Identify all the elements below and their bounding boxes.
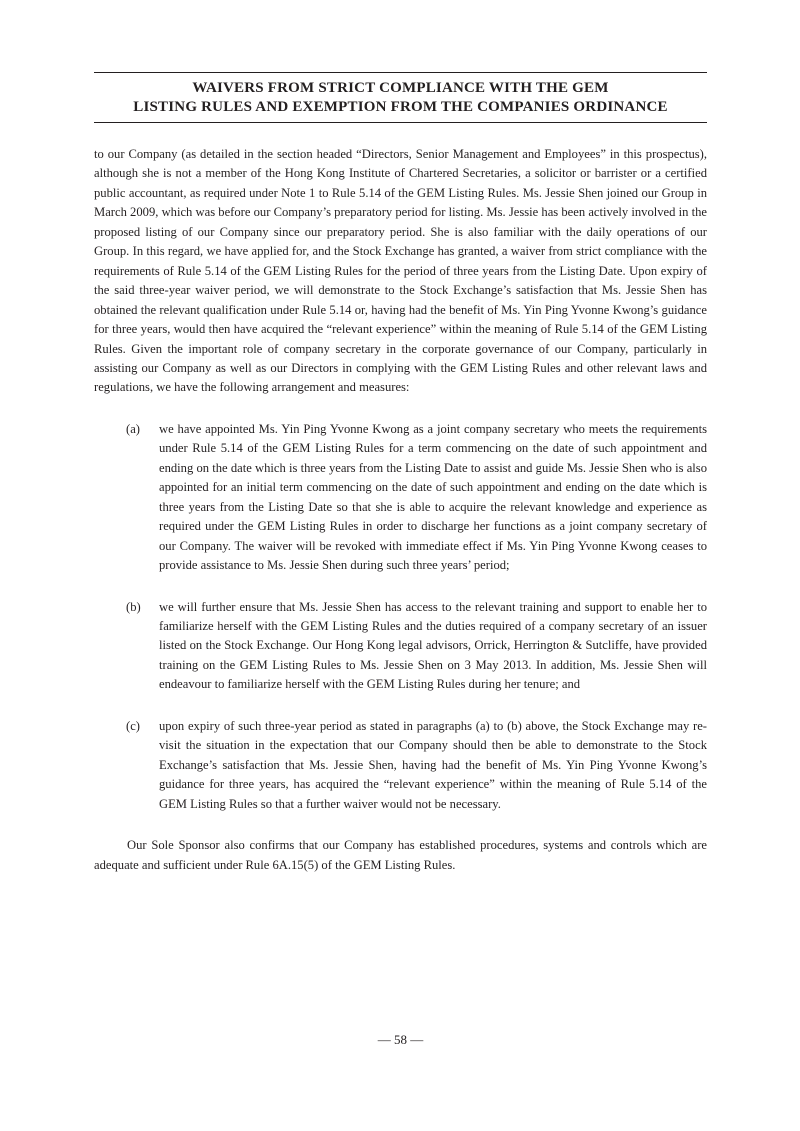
document-page: [94, 0, 707, 1131]
list-item-text: we will further ensure that Ms. Jessie Shen has access to the relevant training and support to enable her to familiarize herself with the GEM Listing Rules and the duties required of a company secretary of an issuer listed on the Stock Exchange. Our Hong Kong legal advisors, Orrick, Herrington & Sutcliffe, have provided training on the GEM Listing Rules to Ms. Jessie Shen on 3 May 2013. In addition, Ms. Jessie Shen will endeavour to familiarize herself with the GEM Listing Rules during her tenure; and: [159, 599, 707, 692]
header-top-rule: [94, 72, 707, 73]
list-item-label: (c): [126, 718, 140, 733]
list-item-label: (b): [126, 599, 141, 614]
list-item-label: (a): [126, 421, 140, 436]
page-number: — 58 —: [377, 1032, 424, 1047]
section-title-line-2: LISTING RULES AND EXEMPTION FROM THE COMPANIES ORDINANCE: [133, 99, 668, 115]
closing-paragraph: Our Sole Sponsor also confirms that our Company has established procedures, systems and controls which are adequate and sufficient under Rule 6A.15(5) of the GEM Listing Rules.: [94, 838, 707, 872]
section-header: [94, 79, 707, 117]
body-text: [94, 145, 707, 875]
list-item-text: we have appointed Ms. Yin Ping Yvonne Kwong as a joint company secretary who meets the requirements under Rule 5.14 of the GEM Listing Rules for a term commencing on the date of such appointment and ending on the date which is three years from the Listing Date to assist and guide Ms. Jessie Shen who is also appointed for an initial term commencing on the date of such appointment and ending on the date which is three years from the Listing Date so that she is able to acquire the relevant knowledge and experience as required under the GEM Listing Rules in order to discharge her functions as a joint company secretary of our Company. The waiver will be revoked with immediate effect if Ms. Yin Ping Yvonne Kwong ceases to provide assistance to Ms. Jessie Shen during such three years’ period;: [159, 421, 707, 573]
intro-paragraph: to our Company (as detailed in the section headed “Directors, Senior Management and Employees” in this prospectus), although she is not a member of the Hong Kong Institute of Chartered Secretaries, a solicitor or barrister or a certified public accountant, as required under Note 1 to Rule 5.14 of the GEM Listing Rules. Ms. Jessie Shen joined our Group in March 2009, which was before our Company’s preparatory period for listing. Ms. Jessie has been actively involved in the proposed listing of our Company since our preparatory period. She is also familiar with the daily operations of our Group. In this regard, we have applied for, and the Stock Exchange has granted, a waiver from strict compliance with the requirements of Rule 5.14 of the GEM Listing Rules for the period of three years from the Listing Date. Upon expiry of the said three-year waiver period, we will demonstrate to the Stock Exchange’s satisfaction that Ms. Jessie Shen has obtained the relevant qualification under Rule 5.14 or, having had the benefit of Ms. Yin Ping Yvonne Kwong’s guidance for three years, would then have acquired the “relevant experience” within the meaning of Rule 5.14 of the GEM Listing Rules. Given the important role of company secretary in the corporate governance of our Company, particularly in assisting our Company as well as our Directors in complying with the GEM Listing Rules and other relevant laws and regulations, we have the following arrangement and measures:: [94, 147, 707, 395]
list-item-c: [94, 717, 707, 814]
list-item-a: [94, 420, 707, 576]
list-item-text: upon expiry of such three-year period as stated in paragraphs (a) to (b) above, the Stock Exchange may re-visit the situation in the expectation that our Company should then be able to demonstrate to the Stock Exchange’s satisfaction that Ms. Jessie Shen, having had the benefit of Ms. Yin Ping Yvonne Kwong’s guidance for three years, has acquired the “relevant experience” within the meaning of Rule 5.14 of the GEM Listing Rules so that a further waiver would not be necessary.: [159, 718, 707, 811]
header-bottom-rule: [94, 122, 707, 123]
list-item-b: [94, 598, 707, 695]
section-title-line-1: WAIVERS FROM STRICT COMPLIANCE WITH THE GEM: [192, 80, 609, 96]
